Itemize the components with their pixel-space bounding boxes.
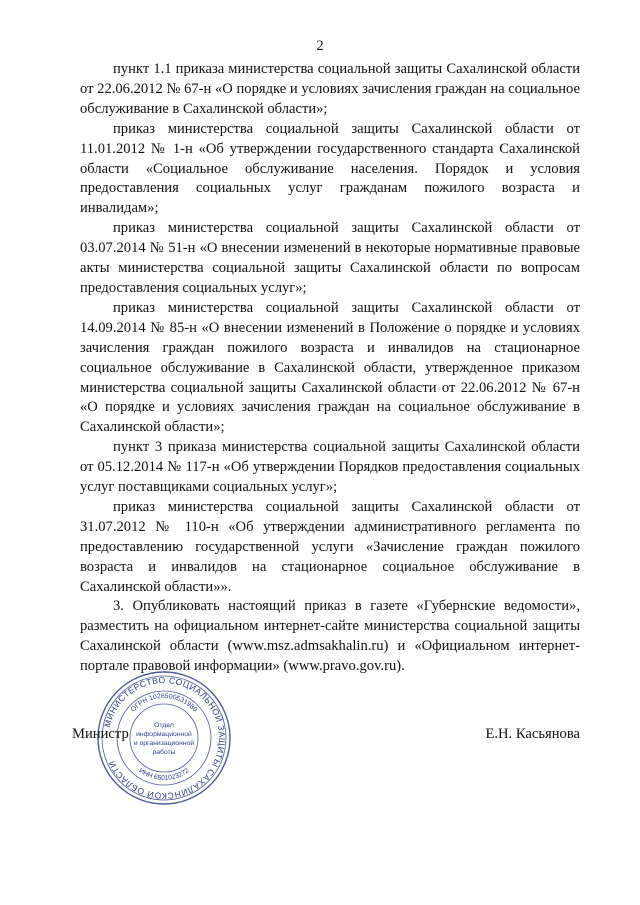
paragraph-1: пункт 1.1 приказа министерства социальной защиты Сахалинской области от 22.06.2012 № 67-н «О порядке и условиях зачисления граждан на социальное обслуживание в Сахалинской области»; xyxy=(80,61,580,117)
signature-block xyxy=(72,726,580,750)
paragraph-4: приказ министерства социальной защиты Сахалинской области от 14.09.2014 № 85-н «О внесении изменений в Положение о порядке и условиях зачисления граждан пожилого возраста и инвалидов на стационарное социальное обслуживание в Сахалинской области, утвержденное приказом министерства социальной защиты Сахалинской области от 22.06.2012 № 67-н «О порядке и условиях зачисления граждан на социальное обслуживание в Сахалинской области»; xyxy=(80,299,580,436)
stamp-center-line-3: и организационной xyxy=(133,740,195,747)
document-body xyxy=(80,60,580,677)
paragraph-7: 3. Опубликовать настоящий приказ в газете «Губернские ведомости», разместить на официальном интернет-сайте министерства социальной защиты Сахалинской области (www.msz.admsakhalin.ru) и «Официальном интернет-портале правовой информации» (www.pravo.gov.ru). xyxy=(80,598,580,675)
paragraph-2: приказ министерства социальной защиты Сахалинской области от 11.01.2012 № 1-н «Об утверждении государственного стандарта Сахалинской области «Социальное обслуживание населения. Порядок и условия предоставления социальных услуг гражданам пожилого возраста и инвалидам»; xyxy=(80,120,580,217)
stamp-center-line-1: Отдел xyxy=(154,722,174,729)
signatory-title: Министр xyxy=(72,726,129,742)
page-number: 2 xyxy=(316,38,324,54)
paragraph-5: пункт 3 приказа министерства социальной защиты Сахалинской области от 05.12.2014 № 117-н «Об утверждении Порядков предоставления социальных услуг поставщиками социальных услуг»; xyxy=(80,439,580,496)
stamp-center-line-2: информационной xyxy=(136,731,192,738)
stamp-inn: ИНН 6501023272 xyxy=(137,767,191,783)
paragraph-6: приказ министерства социальной защиты Сахалинской области от 31.07.2012 № 110-н «Об утверждении административного регламента по предоставлению государственной услуги «Зачисление граждан пожилого возраста и инвалидов на стационарное социальное обслуживание в Сахалинской области»». xyxy=(80,498,580,595)
stamp-ring-text: МИНИСТЕРСТВО СОЦИАЛЬНОЙ ЗАЩИТЫ САХАЛИНСКОЙ ОБЛАСТИ xyxy=(102,674,228,802)
signatory-name: Е.Н. Касьянова xyxy=(485,726,580,742)
stamp-center-line-4: работы xyxy=(152,749,176,756)
paragraph-3: приказ министерства социальной защиты Сахалинской области от 03.07.2014 № 51-н «О внесении изменений в некоторые нормативные правовые акты министерства социальной защиты Сахалинской области по вопросам предоставления социальных услуг»; xyxy=(80,220,580,296)
stamp-ogrn: ОГРН 1026500531980 xyxy=(129,692,199,714)
